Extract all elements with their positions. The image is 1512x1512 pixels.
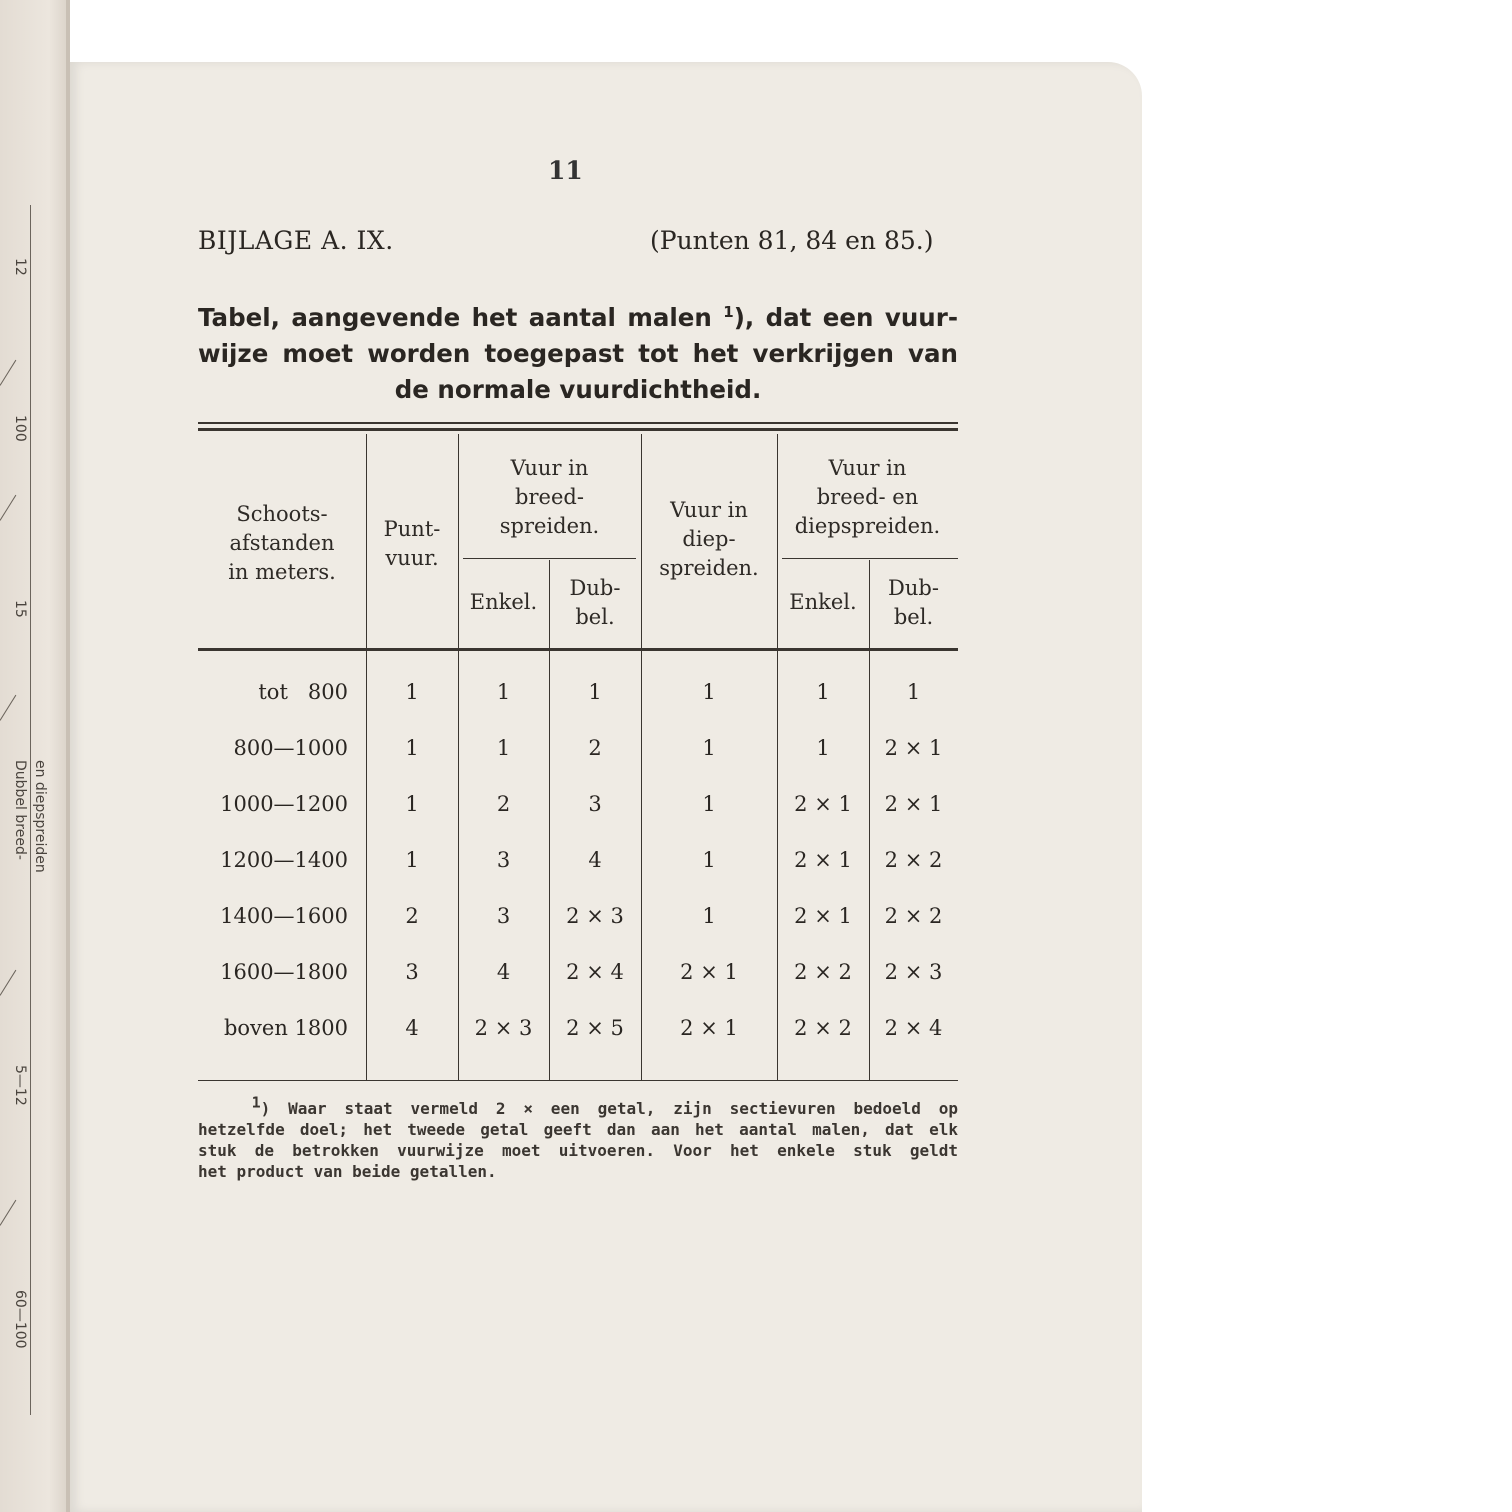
points-reference: (Punten 81, 84 en 85.) (650, 226, 934, 255)
cell-broad-single: 3 (496, 904, 511, 928)
cell-broad-double: 2 × 5 (566, 1016, 624, 1040)
cell-broad-single: 3 (496, 848, 511, 872)
subheader-double: Dub- bel. (569, 576, 621, 629)
left-page-label: 5—12 (12, 1065, 28, 1106)
cell-deep: 2 × 1 (680, 1016, 738, 1040)
cell-bd-single: 2 × 2 (794, 1016, 852, 1040)
header-broad-deep-spread: Vuur in breed- en diepspreiden. (794, 456, 941, 538)
caption-line: wijze moet worden toegepast tot het verkrijgen van (198, 339, 958, 368)
left-page-label: 100 (12, 415, 28, 442)
page-number: 11 (548, 156, 583, 185)
cell-bd-single: 2 × 2 (794, 960, 852, 984)
cell-broad-single: 2 × 3 (474, 1016, 533, 1040)
left-page-label: 60—100 (12, 1290, 28, 1349)
cell-bd-double: 2 × 2 (884, 904, 943, 928)
table-caption (198, 300, 958, 408)
cell-broad-double: 4 (588, 848, 602, 872)
row-distance: tot 800 (258, 680, 348, 704)
cell-deep: 1 (702, 680, 716, 704)
cell-bd-double: 2 × 3 (884, 960, 943, 984)
cell-point: 1 (405, 792, 419, 816)
caption-line: Tabel, aangevende het aantal malen $^1$), dat een vuur- (198, 302, 958, 332)
cell-bd-single: 2 × 1 (794, 904, 852, 928)
cell-deep: 1 (702, 792, 716, 816)
left-facing-page (0, 0, 70, 1512)
cell-bd-single: 1 (816, 680, 830, 704)
header-point-fire: Punt- vuur. (383, 517, 441, 570)
left-page-label: 12 (12, 258, 28, 276)
left-page-diagonal-rule (0, 1200, 16, 1226)
left-page-label: en diepspreiden (32, 760, 48, 873)
footnote-marker: 1 (723, 302, 734, 321)
cell-broad-double: 3 (588, 792, 602, 816)
cell-bd-double: 2 × 1 (884, 736, 943, 760)
cell-broad-double: 2 × 4 (566, 960, 624, 984)
footnote-line: $^1$) Waar staat vermeld 2 × een getal, zijn sectievuren bedoeld op (251, 1093, 958, 1118)
cell-bd-single: 2 × 1 (794, 792, 852, 816)
left-page-diagonal-rule (0, 970, 16, 996)
cell-deep: 2 × 1 (680, 960, 738, 984)
left-page-label: Dubbel breed- (12, 760, 28, 860)
row-distance: 1600—1800 (220, 960, 348, 984)
header-rule (198, 648, 958, 651)
table-top-rule (198, 428, 958, 431)
row-distance: 800—1000 (233, 736, 348, 760)
subheader-rule (463, 558, 636, 559)
cell-bd-double: 2 × 1 (884, 792, 943, 816)
subheader-rule (782, 558, 958, 559)
cell-bd-double: 1 (906, 680, 921, 704)
cell-bd-single: 2 × 1 (794, 848, 852, 872)
cell-point: 3 (405, 960, 419, 984)
left-page-diagonal-rule (0, 360, 16, 386)
caption-line: de normale vuurdichtheid. (394, 375, 762, 404)
cell-deep: 1 (702, 736, 716, 760)
row-distance: boven 1800 (223, 1016, 348, 1040)
footnote-marker: 1 (251, 1093, 261, 1112)
cell-broad-single: 4 (496, 960, 511, 984)
column-rule (549, 560, 550, 1080)
row-distance: 1200—1400 (220, 848, 348, 872)
fire-density-table (198, 420, 958, 1085)
cell-bd-double: 2 × 4 (884, 1016, 943, 1040)
cell-point: 1 (405, 680, 419, 704)
left-page-rule (30, 205, 31, 1415)
table-bottom-rule (198, 1080, 958, 1081)
header-deep-spread: Vuur in diep- spreiden. (659, 498, 759, 580)
left-page-diagonal-rule (0, 495, 16, 521)
cell-point: 1 (405, 736, 419, 760)
table-top-rule (198, 422, 958, 424)
cell-bd-double: 2 × 2 (884, 848, 943, 872)
cell-deep: 1 (702, 848, 716, 872)
column-rule (869, 560, 870, 1080)
row-distance: 1400—1600 (220, 904, 348, 928)
header-distance: Schoots- afstanden in meters. (228, 502, 336, 584)
left-page-diagonal-rule (0, 695, 16, 721)
cell-broad-single: 1 (496, 736, 511, 760)
footnote-line: het product van beide getallen. (198, 1162, 497, 1181)
left-page-label: 15 (12, 600, 28, 618)
subheader-single: Enkel. (469, 590, 538, 614)
appendix-heading: BIJLAGE A. IX. (198, 226, 394, 255)
subheader-double: Dub- bel. (888, 576, 939, 629)
cell-broad-single: 1 (496, 680, 511, 704)
cell-point: 2 (405, 904, 419, 928)
subheader-single: Enkel. (789, 590, 857, 614)
cell-deep: 1 (702, 904, 716, 928)
cell-broad-double: 2 (588, 736, 602, 760)
header-broad-spread: Vuur in breed- spreiden. (499, 456, 600, 538)
cell-point: 4 (405, 1016, 419, 1040)
row-distance: 1000—1200 (220, 792, 348, 816)
cell-broad-double: 1 (588, 680, 602, 704)
cell-broad-single: 2 (496, 792, 511, 816)
cell-point: 1 (405, 848, 419, 872)
footnote-line: stuk de betrokken vuurwijze moet uitvoeren. Voor het enkele stuk geldt (198, 1141, 958, 1160)
cell-bd-single: 1 (816, 736, 830, 760)
footnote-line: hetzelfde doel; het tweede getal geeft dan aan het aantal malen, dat elk (198, 1120, 958, 1139)
footnote (198, 1093, 958, 1182)
cell-broad-double: 2 × 3 (566, 904, 624, 928)
